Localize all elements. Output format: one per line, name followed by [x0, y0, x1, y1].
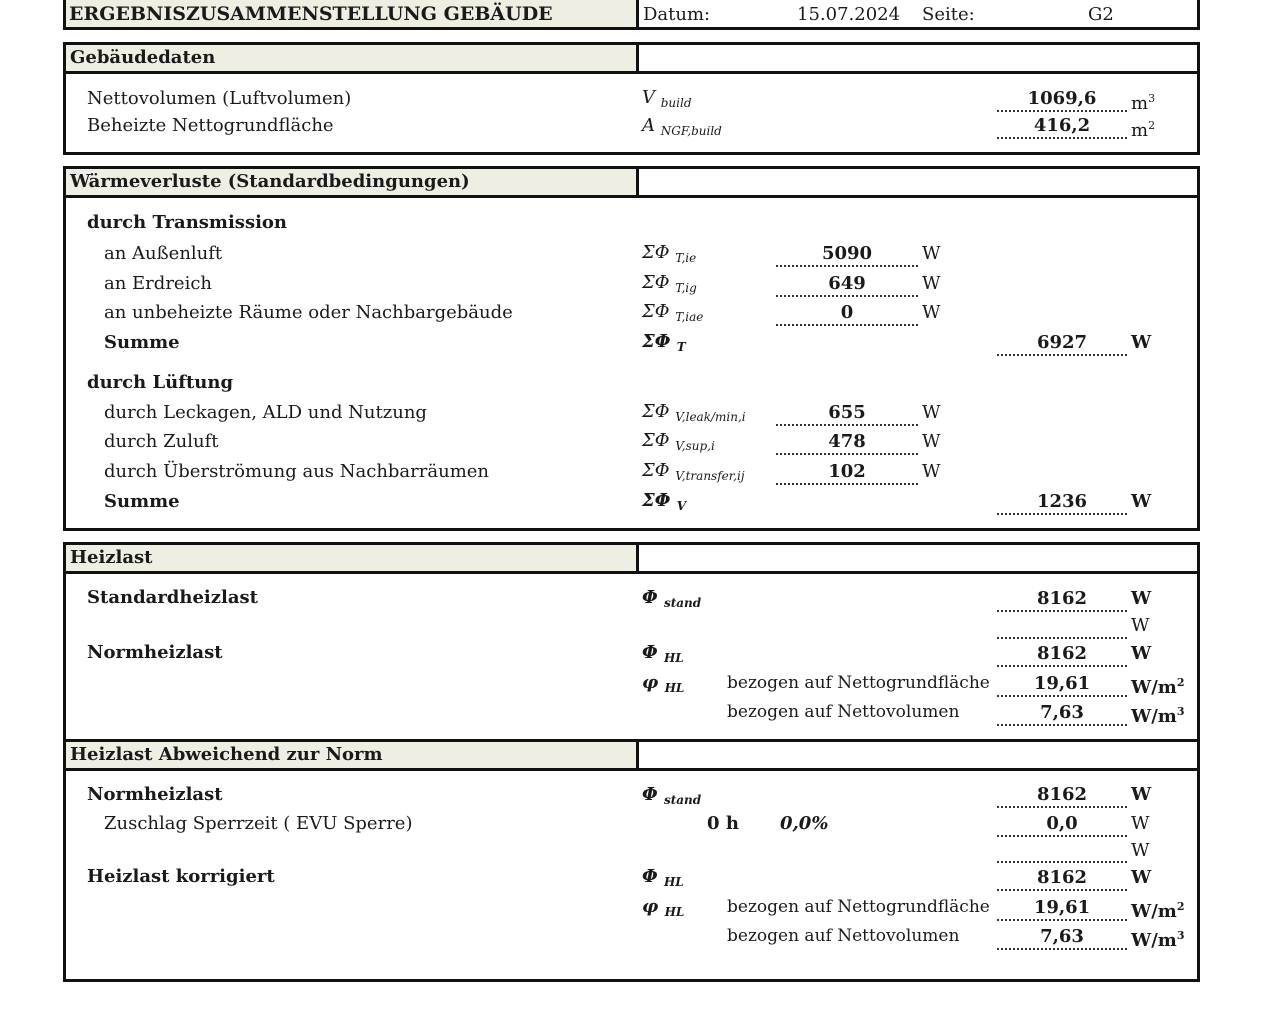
per-area-value: 19,61: [997, 673, 1127, 697]
abweichend-per-volume-unit: $W/m^3$: [1131, 929, 1185, 951]
nettogrundflaeche-value: 416,2: [997, 115, 1127, 139]
section-waermeverluste-rule: [63, 195, 1200, 198]
transmission-sum-value: 6927: [997, 332, 1127, 356]
abweichend-normheizlast-symbol: Φ $_{stand}$: [642, 784, 702, 807]
heizlast-blank-value: [997, 615, 1127, 639]
leckagen-label: durch Leckagen, ALD und Nutzung: [104, 402, 427, 423]
erdreich-symbol: ΣΦ $_{T,ig}$: [642, 272, 697, 295]
page-value: G2: [1088, 4, 1114, 25]
nettogrundflaeche-label: Beheizte Nettogrundfläche: [87, 115, 334, 136]
abweichend-blank-value: [997, 839, 1127, 863]
normheizlast-unit: W: [1131, 643, 1152, 664]
aussenluft-symbol: ΣΦ $_{T,ie}$: [642, 242, 697, 265]
zuschlag-hours: 0 h: [707, 813, 739, 834]
erdreich-value: 649: [776, 273, 918, 297]
unbeheizt-value: 0: [776, 302, 918, 326]
ueberstroemung-unit: W: [922, 461, 941, 482]
zuschlag-label: Zuschlag Sperrzeit ( EVU Sperre): [104, 813, 413, 834]
lueftung-sum-symbol: ΣΦ $_V$: [642, 490, 686, 513]
unbeheizt-unit: W: [922, 302, 941, 323]
date-value: 15.07.2024: [797, 4, 901, 25]
zuschlag-percent: 0,0%: [780, 813, 829, 834]
transmission-heading: durch Transmission: [87, 212, 288, 233]
normheizlast-value: 8162: [997, 643, 1127, 667]
per-volume-label: bezogen auf Nettovolumen: [727, 702, 960, 722]
aussenluft-label: an Außenluft: [104, 243, 223, 264]
abweichend-blank-unit: W: [1131, 840, 1150, 861]
nettovolumen-value: 1069,6: [997, 88, 1127, 112]
nettovolumen-label: Nettovolumen (Luftvolumen): [87, 88, 352, 109]
korrigiert-symbol: Φ $_{HL}$: [642, 866, 684, 889]
section-waermeverluste-title: Wärmeverluste (Standardbedingungen): [70, 171, 470, 192]
title-divider: [636, 0, 639, 30]
abweichend-per-area-unit: $W/m^2$: [1131, 900, 1185, 922]
section-waermeverluste-divider: [636, 166, 639, 198]
aussenluft-unit: W: [922, 243, 941, 264]
lueftung-sum-label: Summe: [104, 491, 180, 512]
abweichend-per-area-value: 19,61: [997, 897, 1127, 921]
zuschlag-unit: W: [1131, 813, 1150, 834]
per-area-label: bezogen auf Nettogrundfläche: [727, 673, 990, 693]
standardheizlast-value: 8162: [997, 588, 1127, 612]
spec-heizlast-symbol: φ $_{HL}$: [642, 672, 685, 695]
abweichend-per-volume-value: 7,63: [997, 926, 1127, 950]
section-gebaeudedaten-rule: [63, 71, 1200, 74]
date-label: Datum:: [643, 4, 711, 25]
abweichend-per-volume-label: bezogen auf Nettovolumen: [727, 926, 960, 946]
nettogrundflaeche-unit: $m^2$: [1131, 119, 1156, 141]
ueberstroemung-value: 102: [776, 461, 918, 485]
per-volume-unit: $W/m^3$: [1131, 705, 1185, 727]
lueftung-heading: durch Lüftung: [87, 372, 234, 393]
abweichend-spec-symbol: φ $_{HL}$: [642, 896, 685, 919]
page-title: ERGEBNISZUSAMMENSTELLUNG GEBÄUDE: [69, 3, 553, 25]
zuluft-value: 478: [776, 431, 918, 455]
unbeheizt-label: an unbeheizte Räume oder Nachbargebäude: [104, 302, 513, 323]
ueberstroemung-label: durch Überströmung aus Nachbarräumen: [104, 461, 490, 482]
section-heizlast-title: Heizlast: [70, 547, 153, 568]
zuluft-label: durch Zuluft: [104, 431, 219, 452]
transmission-sum-label: Summe: [104, 332, 180, 353]
aussenluft-value: 5090: [776, 243, 918, 267]
abweichend-normheizlast-value: 8162: [997, 784, 1127, 808]
ueberstroemung-symbol: ΣΦ $_{V,transfer,ij}$: [642, 460, 745, 483]
nettovolumen-unit: $m^3$: [1131, 92, 1156, 114]
abweichend-normheizlast-label: Normheizlast: [87, 784, 223, 805]
normheizlast-label: Normheizlast: [87, 642, 223, 663]
leckagen-symbol: ΣΦ $_{V,leak/min,i}$: [642, 401, 746, 424]
lueftung-sum-value: 1236: [997, 491, 1127, 515]
erdreich-label: an Erdreich: [104, 273, 212, 294]
heizlast-blank-unit: W: [1131, 615, 1150, 636]
section-abweichend-rule: [63, 768, 1200, 771]
section-heizlast-rule: [63, 571, 1200, 574]
section-gebaeudedaten-title: Gebäudedaten: [70, 47, 216, 68]
normheizlast-symbol: Φ $_{HL}$: [642, 642, 684, 665]
standardheizlast-unit: W: [1131, 588, 1152, 609]
lueftung-sum-unit: W: [1131, 491, 1152, 512]
erdreich-unit: W: [922, 273, 941, 294]
page-label: Seite:: [922, 4, 975, 25]
transmission-sum-unit: W: [1131, 332, 1152, 353]
unbeheizt-symbol: ΣΦ $_{T,iae}$: [642, 301, 704, 324]
leckagen-unit: W: [922, 402, 941, 423]
per-area-unit: $W/m^2$: [1131, 676, 1185, 698]
section-heizlast-divider: [636, 542, 639, 574]
zuschlag-value: 0,0: [997, 813, 1127, 837]
nettovolumen-symbol: V $_{build}$: [642, 87, 692, 110]
korrigiert-value: 8162: [997, 867, 1127, 891]
section-abweichend-divider: [636, 739, 639, 771]
standardheizlast-label: Standardheizlast: [87, 587, 258, 608]
section-abweichend-title: Heizlast Abweichend zur Norm: [70, 744, 383, 765]
abweichend-normheizlast-unit: W: [1131, 784, 1152, 805]
leckagen-value: 655: [776, 402, 918, 426]
transmission-sum-symbol: ΣΦ $_T$: [642, 331, 686, 354]
zuluft-unit: W: [922, 431, 941, 452]
zuluft-symbol: ΣΦ $_{V,sup,i}$: [642, 430, 715, 453]
korrigiert-label: Heizlast korrigiert: [87, 866, 275, 887]
korrigiert-unit: W: [1131, 867, 1152, 888]
per-volume-value: 7,63: [997, 702, 1127, 726]
nettogrundflaeche-symbol: A $_{NGF,build}$: [642, 115, 722, 138]
section-gebaeudedaten-divider: [636, 42, 639, 74]
standardheizlast-symbol: Φ $_{stand}$: [642, 587, 702, 610]
abweichend-per-area-label: bezogen auf Nettogrundfläche: [727, 897, 990, 917]
